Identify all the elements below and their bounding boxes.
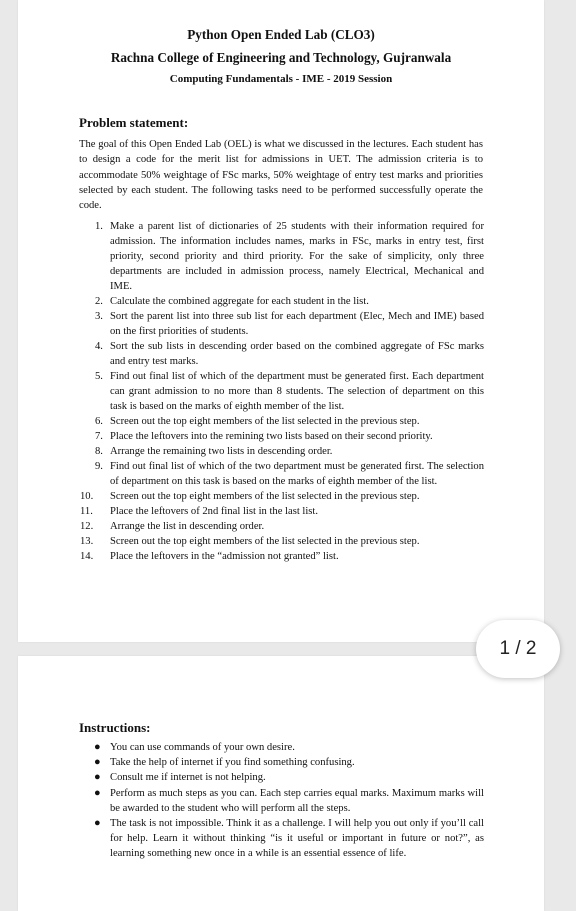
page-indicator: 1 / 2 — [476, 620, 560, 678]
task-list — [80, 219, 484, 564]
instructions-heading: Instructions: — [79, 720, 151, 735]
problem-intro: The goal of this Open Ended Lab (OEL) is what we discussed in the lectures. Each student has to design a code for the merit list for admissions in UET. The admission criteria is to accommodate 50% weightage of FSc marks, 50% weightage of entry test marks and priorities selected by each student. The following tasks need to be performed successfully operate the code. — [79, 139, 483, 212]
list-item: 7. Place the leftovers into the remining two lists based on their second priority. — [95, 431, 433, 442]
list-item: 3. Sort the parent list into three sub list for each department (Elec, Mech and IME) based on the first priorities of students. — [95, 311, 484, 337]
list-item: ● Take the help of internet if you find something confusing. — [94, 756, 355, 769]
list-item: 11. Place the leftovers of 2nd final list in the last list. — [80, 506, 319, 517]
list-item: 14. Place the leftovers in the “admission not granted” list. — [80, 551, 339, 562]
list-item: 8. Arrange the remaining two lists in descending order. — [95, 446, 333, 457]
list-item: 12. Arrange the list in descending order. — [80, 521, 265, 532]
list-item: 10. Screen out the top eight members of the list selected in the previous step. — [80, 491, 420, 502]
instructions-list — [80, 740, 484, 862]
document-title: Python Open Ended Lab (CLO3) — [187, 27, 375, 42]
list-item: 6. Screen out the top eight members of the list selected in the previous step. — [95, 416, 420, 427]
list-item: ● Consult me if internet is not helping. — [94, 771, 266, 784]
list-item: 4. Sort the sub lists in descending order based on the combined aggregate of FSc marks and entry test marks. — [95, 341, 484, 367]
list-item: ● You can use commands of your own desire. — [94, 741, 295, 753]
list-item: 2. Calculate the combined aggregate for each student in the list. — [95, 296, 369, 307]
document-page-1 — [18, 0, 544, 642]
document-page-2 — [18, 656, 544, 911]
college-name: Rachna College of Engineering and Technology, Gujranwala — [110, 50, 452, 65]
list-item: ● Perform as much steps as you can. Each step carries equal marks. Maximum marks will be awarded to the student who will perform all the steps. — [94, 786, 484, 814]
list-item: 1. Make a parent list of dictionaries of 25 students with their information required for admission. The information includes names, marks in FSc, marks in entry test, first priority, second priority and third priority. For the sake of simplicity, only three departments are included in admission process, namely Electrical, Mechanical and IME. — [95, 221, 484, 292]
list-item: 5. Find out final list of which of the department must be generated first. Each department can grant admission to no more than 8 students. The selection of department on this task is based on the marks of eighth member of the list. — [95, 371, 484, 412]
list-item: 13. Screen out the top eight members of the list selected in the previous step. — [80, 536, 420, 547]
course-name: Computing Fundamentals - IME - 2019 Session — [169, 73, 393, 85]
list-item: ● The task is not impossible. Think it as a challenge. I will help you out only if you’ll call for help. Learn it without thinking “is it useful or important in future or not?”, as learning something new once in a while is an essential essence of life. — [94, 817, 484, 860]
problem-statement-heading: Problem statement: — [79, 115, 189, 130]
list-item: 9. Find out final list of which of the two department must be generated first. The selection of department on this task is based on the marks of eighth member of the list. — [95, 461, 484, 487]
